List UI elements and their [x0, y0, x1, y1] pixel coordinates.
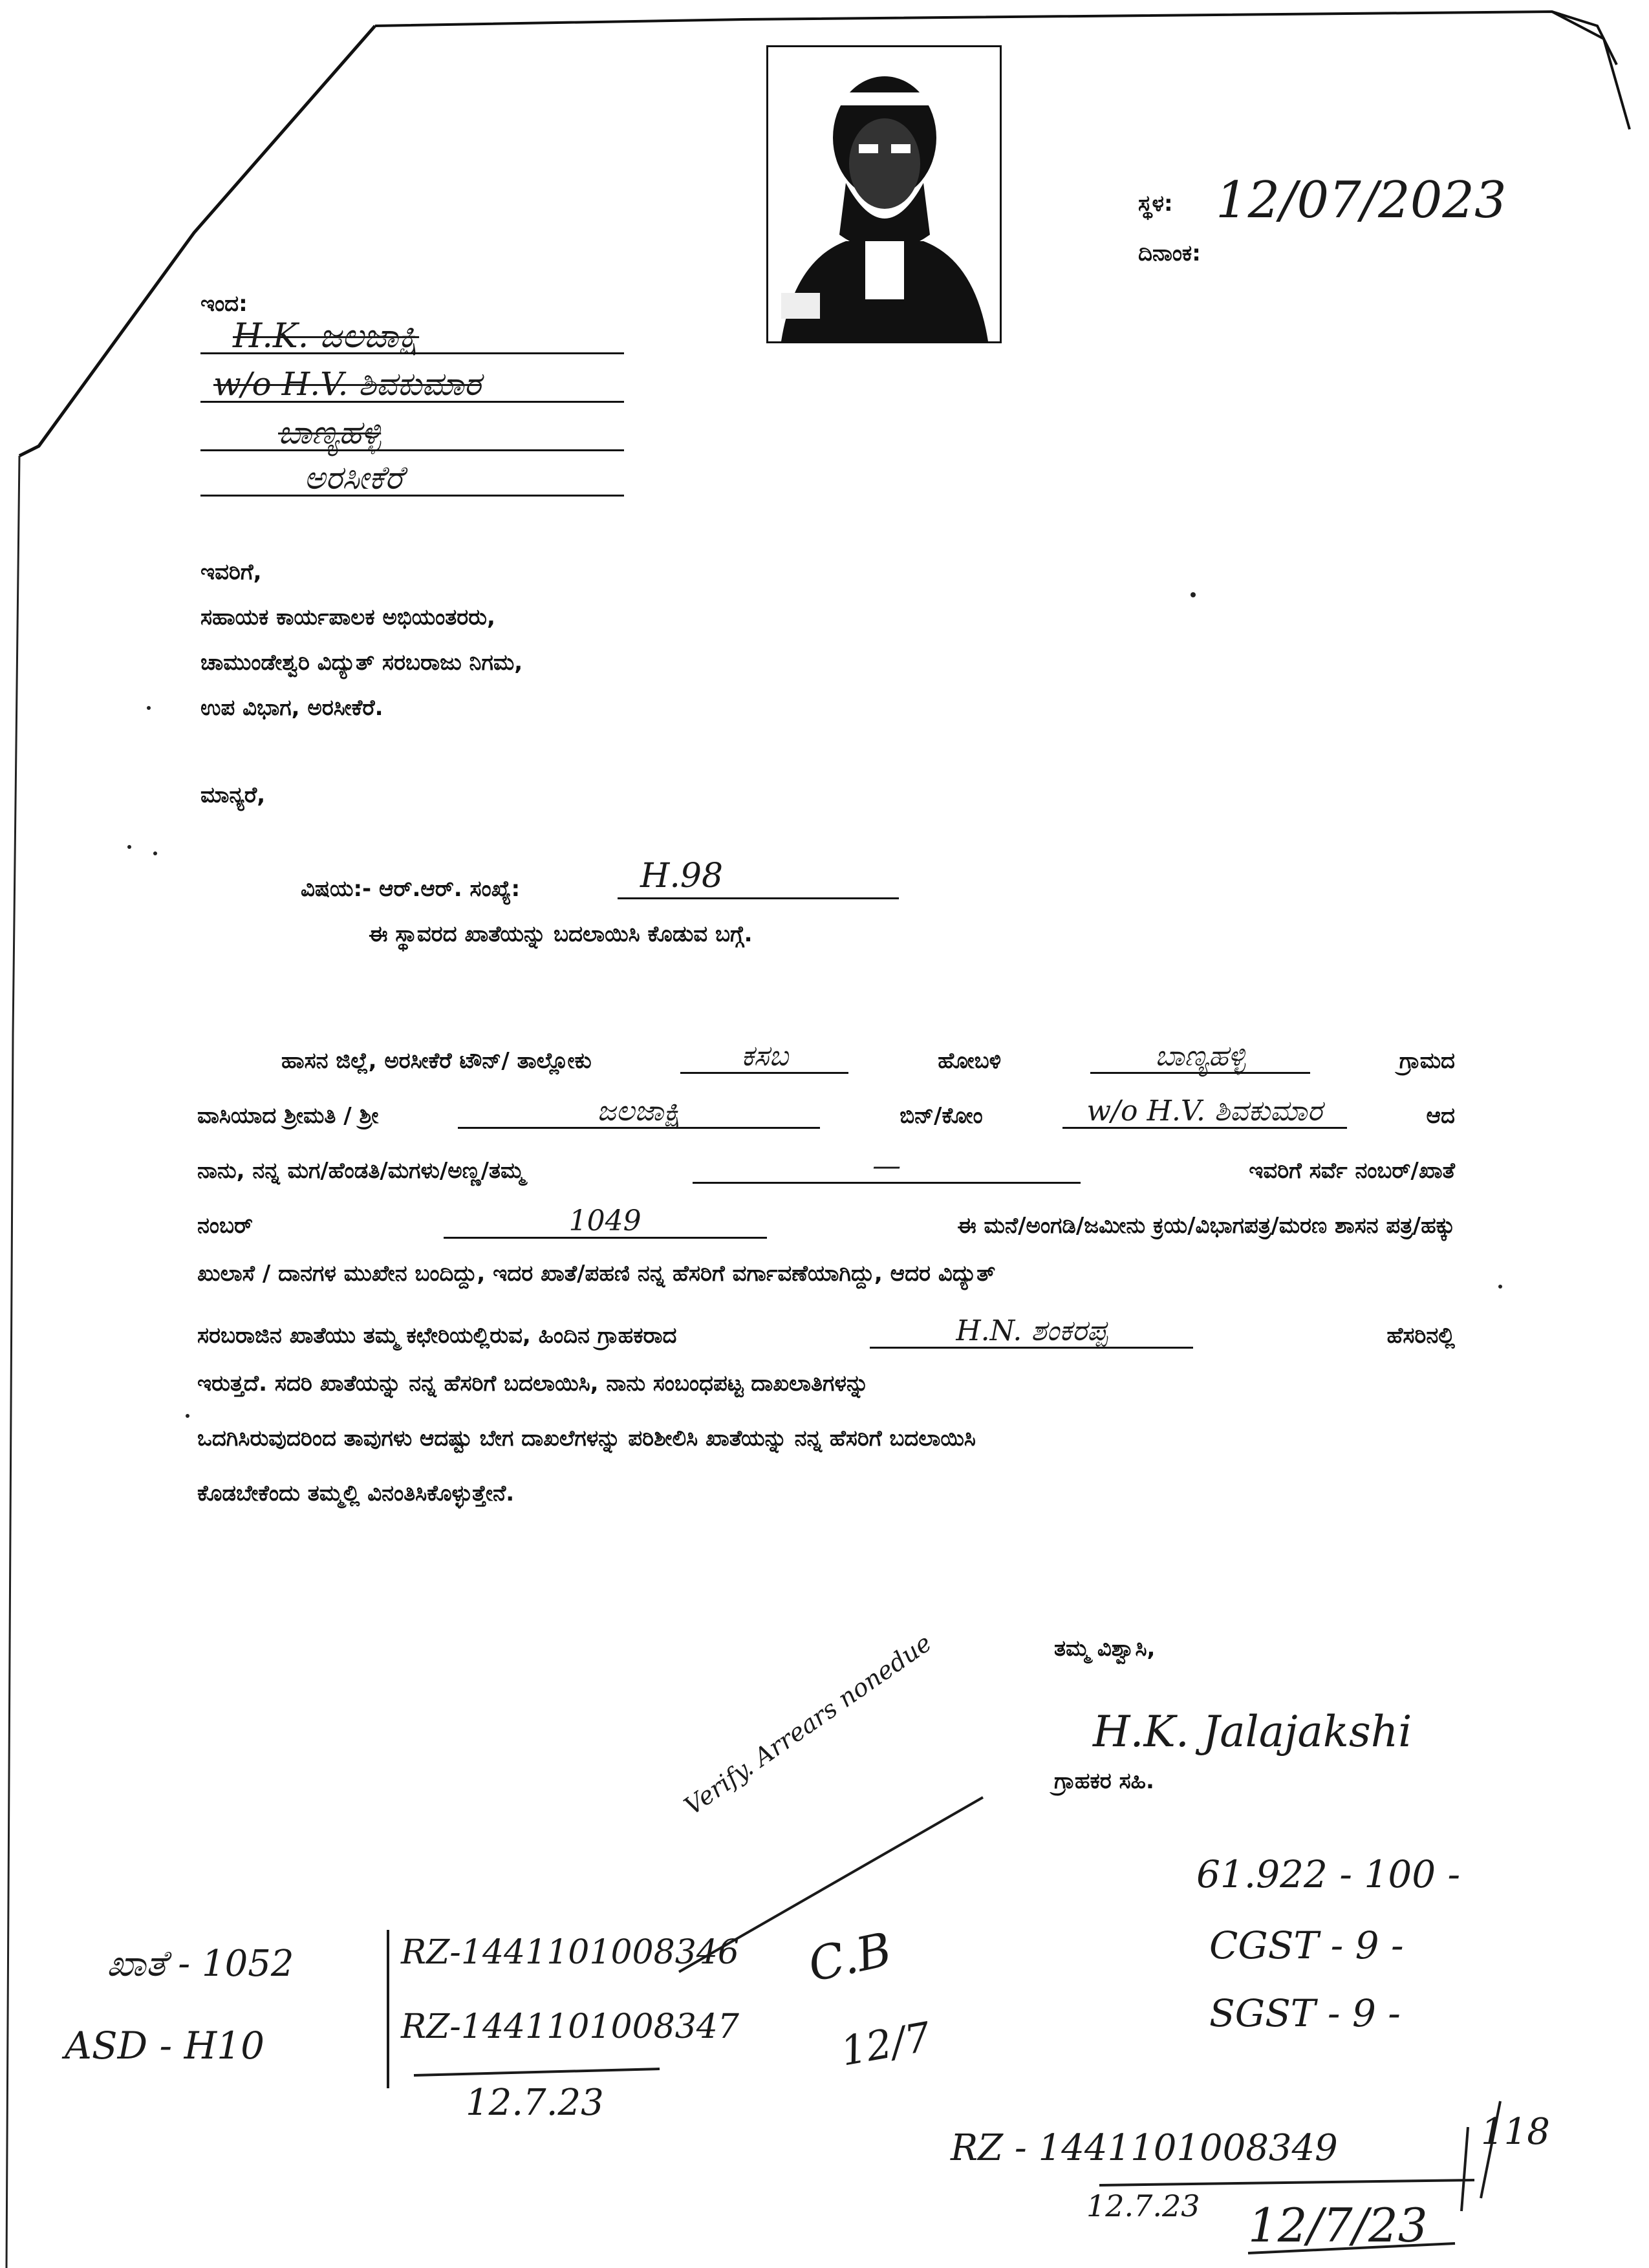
- subject-label: ವಿಷಯ:- ಆರ್.ಆರ್. ಸಂಖ್ಯೆ:: [301, 876, 521, 902]
- body-l3-a: ನಾನು, ನನ್ನ ಮಗ/ಹೆಂಡತಿ/ಮಗಳು/ಅಣ್ಣ/ತಮ್ಮ: [197, 1158, 524, 1184]
- to-label: ಇವರಿಗೆ,: [200, 559, 262, 585]
- body-l1-a: ಹಾಸನ ಜಿಲ್ಲೆ, ಅರಸೀಕೆರೆ ಟೌನ್/ ತಾಲ್ಲೋಕು: [281, 1048, 592, 1075]
- body-l1-b: ಹೋಬಳಿ: [938, 1048, 1002, 1075]
- body-l2-relation-fill: w/o H.V. ಶಿವಕುಮಾರ: [1062, 1096, 1347, 1129]
- body-l5: ಖುಲಾಸೆ / ದಾನಗಳ ಮುಖೇನ ಬಂದಿದ್ದು, ಇದರ ಖಾತೆ/ಪಹಣಿ ನನ್ನ ಹೆಸರಿಗೆ ವರ್ಗಾವಣೆಯಾಗಿದ್ದು, ಆದರ ವಿದ್ಯುತ್: [197, 1261, 996, 1287]
- from-line-3: ಬಾಣ್ಯಹಳ್ಳಿ: [278, 414, 382, 451]
- initial-mark: C.B: [803, 1921, 896, 1993]
- body-l1-village-fill: ಬಾಣ್ಯಹಳ್ಳಿ: [1090, 1041, 1310, 1074]
- to-line-1: ಸಹಾಯಕ ಕಾರ್ಯಪಾಲಕ ಅಭಿಯಂತರರು,: [200, 604, 495, 630]
- body-l6-b: ಹೆಸರಿನಲ್ಲಿ: [1386, 1323, 1455, 1349]
- body-l3-relative-fill: —: [693, 1151, 1081, 1184]
- khata-line: ಖಾತೆ - 1052: [107, 1943, 294, 1985]
- body-l6-previous-customer-fill: H.N. ಶಂಕರಪ್ಪ: [870, 1316, 1193, 1349]
- from-label: ಇಂದ:: [200, 291, 248, 317]
- body-l8: ಒದಗಿಸಿರುವುದರಿಂದ ತಾವುಗಳು ಆದಷ್ಟು ಬೇಗ ದಾಖಲೆಗಳನ್ನು ಪರಿಶೀಲಿಸಿ ಖಾತೆಯನ್ನು ನನ್ನ ಹೆಸರಿಗೆ ಬದಲಾಯಿಸಿ: [197, 1426, 976, 1451]
- body-l3-b: ಇವರಿಗೆ ಸರ್ವೆ ನಂಬರ್/ಖಾತೆ: [1249, 1158, 1455, 1184]
- salutation: ಮಾನ್ಯರೆ,: [200, 782, 266, 808]
- body-l1-c: ಗ್ರಾಮದ: [1399, 1048, 1455, 1075]
- fee-line-2: CGST - 9 -: [1209, 1923, 1404, 1967]
- date-under-right: 12.7.23: [1086, 2188, 1200, 2223]
- body-l4-a: ನಂಬರ್: [197, 1213, 253, 1239]
- body-l2-name-fill: ಜಲಜಾಕ್ಷಿ: [458, 1096, 820, 1129]
- from-line-2: w/o H.V. ಶಿವಕುಮಾರ: [213, 365, 481, 403]
- asd-line: ASD - H10: [65, 2024, 264, 2068]
- date-label: ದಿನಾಂಕ:: [1138, 241, 1201, 266]
- final-date: 12/7/23: [1248, 2198, 1428, 2252]
- subject-line-2: ಈ ಸ್ಥಾವರದ ಖಾತೆಯನ್ನು ಬದಲಾಯಿಸಿ ಕೊಡುವ ಬಗ್ಗೆ.: [369, 921, 753, 947]
- rz-number-2: RZ-1441101008347: [401, 2007, 739, 2046]
- body-l4-number-fill: 1049: [444, 1206, 767, 1239]
- to-line-2: ಚಾಮುಂಡೇಶ್ವರಿ ವಿದ್ಯುತ್ ಸರಬರಾಜು ನಿಗಮ,: [200, 650, 523, 676]
- initial-date: 12/7: [837, 2013, 934, 2075]
- body-l4-b: ಈ ಮನೆ/ಅಂಗಡಿ/ಜಮೀನು ಕ್ರಯ/ವಿಭಾಗಪತ್ರ/ಮರಣ ಶಾಸನ ಪತ್ರ/ಹಕ್ಕು: [957, 1213, 1455, 1239]
- body-l2-b: ಬಿನ್/ಕೋಂ: [900, 1103, 983, 1129]
- body-l9: ಕೊಡಬೇಕೆಂದು ತಮ್ಮಲ್ಲಿ ವಿನಂತಿಸಿಕೊಳ್ಳುತ್ತೇನೆ.: [197, 1481, 515, 1506]
- to-line-3: ಉಪ ವಿಭಾಗ, ಅರಸೀಕೆರೆ.: [200, 695, 383, 721]
- from-line-4: ಅರಸೀಕೆರೆ: [304, 459, 404, 497]
- verify-note: Verify. Arrears nonedue: [679, 1628, 937, 1821]
- body-l2-a: ವಾಸಿಯಾದ ಶ್ರೀಮತಿ / ಶ್ರೀ: [197, 1103, 379, 1129]
- place-label: ಸ್ಥಳ:: [1138, 191, 1173, 217]
- rz-number-3-suffix: 118: [1481, 2111, 1550, 2153]
- body-l7: ಇರುತ್ತದೆ. ಸದರಿ ಖಾತೆಯನ್ನು ನನ್ನ ಹೆಸರಿಗೆ ಬದಲಾಯಿಸಿ, ನಾನು ಸಂಬಂಧಪಟ್ಟ ದಾಖಲಾತಿಗಳನ್ನು: [197, 1371, 869, 1396]
- rz-number-1: RZ-1441101008346: [401, 1933, 739, 1972]
- body-l2-c: ಆದ: [1426, 1103, 1455, 1129]
- fee-line-3: SGST - 9 -: [1209, 1991, 1401, 2035]
- from-line-1: H.K. ಜಲಜಾಕ್ಷಿ: [233, 317, 420, 356]
- closing-yours: ತಮ್ಮ ವಿಶ್ವಾಸಿ,: [1054, 1636, 1156, 1662]
- body-l1-taluk-fill: ಕಸಬ: [680, 1041, 848, 1074]
- date-value: 12/07/2023: [1216, 171, 1507, 230]
- date-under-left: 12.7.23: [466, 2082, 604, 2124]
- applicant-signature: H.K. Jalajakshi: [1093, 1707, 1412, 1757]
- subject-rr-number: H.98: [640, 857, 724, 895]
- rz-number-3: RZ - 1441101008349: [951, 2127, 1338, 2169]
- fee-line-1: 61.922 - 100 -: [1196, 1852, 1461, 1896]
- body-l6-a: ಸರಬರಾಜಿನ ಖಾತೆಯು ತಮ್ಮ ಕಛೇರಿಯಲ್ಲಿರುವ, ಹಿಂದಿನ ಗ್ರಾಹಕರಾದ: [197, 1323, 677, 1349]
- sign-label: ಗ್ರಾಹಕರ ಸಹಿ.: [1054, 1768, 1154, 1794]
